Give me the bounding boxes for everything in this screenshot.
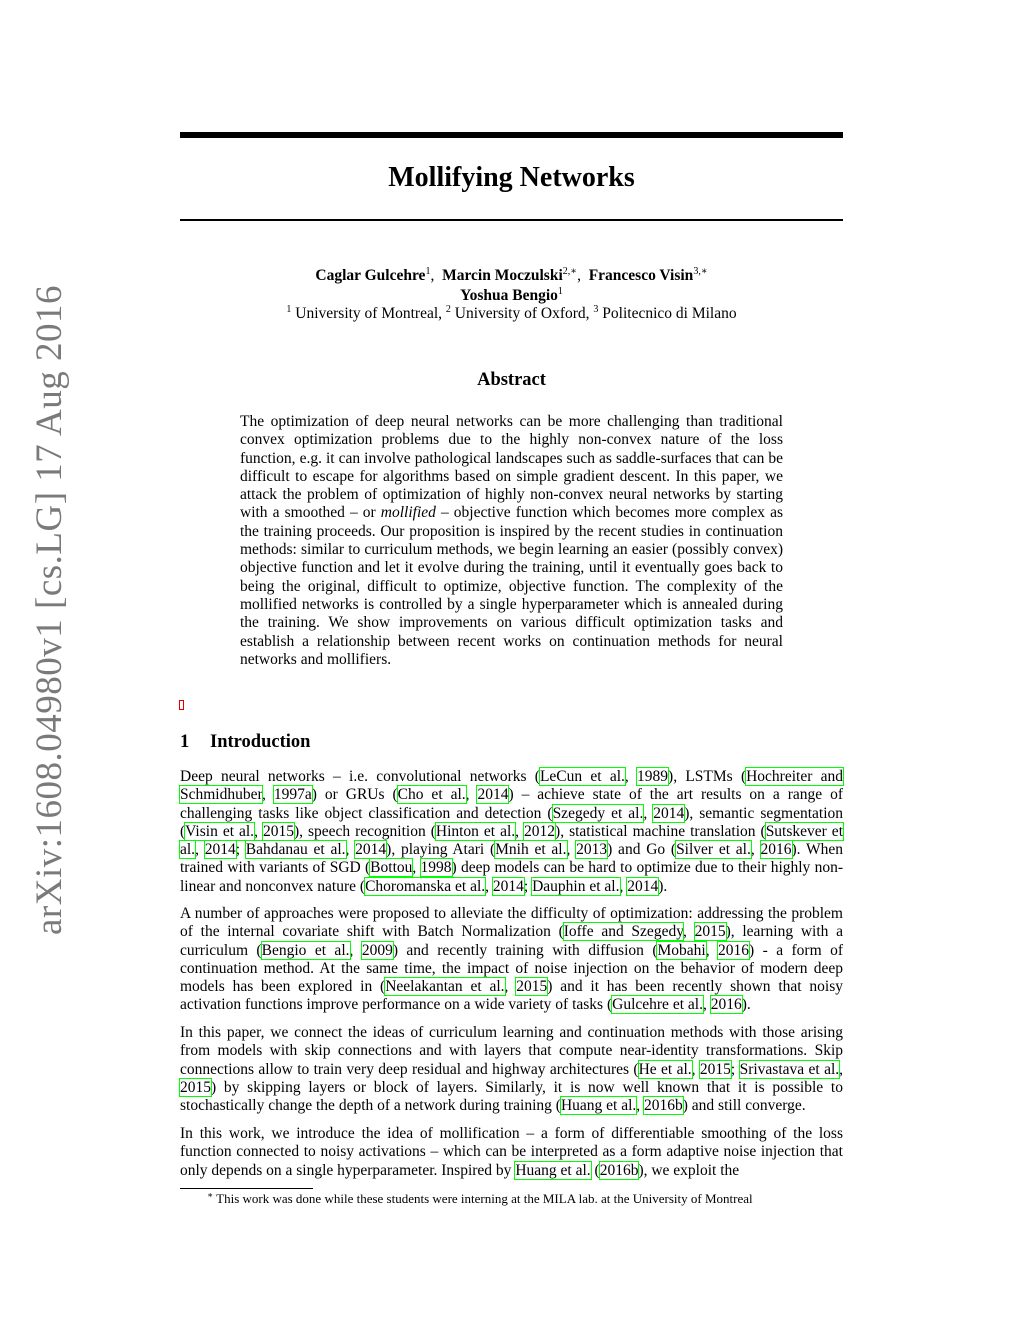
citation-link[interactable]: Bottou [370, 859, 413, 877]
text: ) and still converge. [682, 1097, 806, 1115]
citation-link[interactable]: 2014 [492, 877, 524, 895]
author-superscript: 1 [557, 286, 563, 297]
text: , [254, 822, 263, 840]
paragraph [180, 1024, 843, 1115]
citation-link[interactable]: 2015 [699, 1060, 731, 1078]
text: ; [730, 1060, 740, 1078]
text: , [262, 786, 274, 804]
text: , [485, 877, 493, 895]
citation-link[interactable]: 2014 [204, 841, 236, 859]
text: ), we exploit the [638, 1161, 740, 1179]
paragraph [180, 1125, 843, 1180]
citation-link[interactable]: Neelakantan et al. [385, 978, 505, 996]
text: , [636, 1097, 645, 1115]
citation-link[interactable]: LeCun et al. [539, 768, 625, 785]
text: ). [741, 996, 751, 1014]
citation-link[interactable]: 1997a [273, 786, 312, 804]
citation-link[interactable]: 2012 [524, 822, 556, 840]
section-heading [180, 732, 310, 753]
citation-link[interactable]: 2014 [355, 841, 387, 859]
citation-link[interactable]: Srivastava et al. [739, 1060, 840, 1078]
citation-link[interactable]: Huang et al. [515, 1161, 591, 1179]
citation-link[interactable]: Hochreiter and Schmidhuber [180, 768, 844, 804]
text: , [412, 859, 421, 877]
paper-title: Mollifying Networks [388, 162, 635, 193]
citation-link[interactable]: 2015 [180, 1078, 211, 1096]
affiliations [180, 305, 843, 323]
text: ( [590, 1161, 600, 1179]
citation-link[interactable]: Mobahi [657, 941, 706, 959]
author-superscript: 1 [425, 266, 431, 277]
citation-link[interactable]: 2014 [653, 804, 685, 822]
citation-link[interactable]: 2016 [760, 841, 792, 859]
section-title: Introduction [210, 732, 311, 752]
text: ) - a form of continuation method. At the same time, the impact of noise injection on the behavior of modern deep models has been explored in ( [180, 941, 843, 996]
text: ) deep models can be hard to optimize due to their highly non-linear and nonconvex nature ( [180, 859, 844, 895]
affiliation-text: University of Oxford, [450, 305, 594, 322]
text: , [750, 841, 761, 859]
text: , [349, 941, 362, 959]
citation-link[interactable]: 2015 [262, 822, 294, 840]
citation-link[interactable]: Bengio et al. [261, 941, 350, 959]
text: , [682, 923, 695, 941]
citation-link[interactable]: 2016b [599, 1161, 639, 1179]
text: ; [523, 877, 533, 895]
text: ), semantic segmentation ( [180, 804, 843, 840]
text: , [345, 841, 356, 859]
citation-link[interactable]: 2014 [627, 877, 659, 895]
author-name: Yoshua Bengio [460, 287, 558, 304]
text: ), playing Atari ( [386, 841, 496, 859]
citation-link[interactable]: 1989 [637, 768, 669, 785]
citation-link[interactable]: 2016 [710, 996, 742, 1014]
text: , [619, 877, 628, 895]
abstract-heading: Abstract [477, 370, 546, 390]
text: , [465, 786, 478, 804]
text: In this paper, we connect the ideas of curriculum learning and continuation methods with those arising from models with skip connections and with layers that compute near-identity transformations. Skip connections allow to train very deep residual and highway architectures ( [180, 1024, 843, 1078]
text: ; [235, 841, 246, 859]
citation-link[interactable]: Szegedy et al. [552, 804, 644, 822]
citation-link[interactable]: 2016 [718, 941, 750, 959]
text: ) and it has been recently shown that noisy activation functions improve performance on a wide variety of tasks ( [180, 978, 844, 1014]
author-name: Francesco Visin [588, 267, 694, 284]
paragraph [180, 768, 843, 896]
title-bottom-rule [180, 219, 843, 221]
citation-link[interactable]: Hinton et al. [435, 822, 516, 840]
text: ). [658, 877, 668, 895]
affiliation-superscript: 2 [445, 304, 451, 315]
text: ) by skipping layers or block of layers. Similarly, it is now well known that it is possible to stochastically change the depth of a network during training ( [180, 1078, 843, 1115]
citation-link[interactable]: Choromanska et al. [365, 877, 486, 895]
footnote-text: This work was done while these students were interning at the MILA lab. at the University of Montreal [213, 1191, 753, 1206]
author-superscript: 3,∗ [693, 266, 708, 277]
author-block: Caglar Gulcehre$^1$, Marcin Moczulski$^{2,∗}$, Francesco Visin$^{3,∗}$ Yoshua Bengio$^1$ [315, 266, 708, 304]
abstract-emphasis: mollified [380, 504, 436, 522]
citation-link[interactable]: Gulcehre et al. [612, 996, 703, 1014]
text: , [195, 841, 205, 859]
footnote [207, 1191, 753, 1207]
text: , [624, 768, 638, 785]
red-marker [179, 700, 184, 710]
arxiv-identifier: arXiv:1608.04980v1 [cs.LG] 17 Aug 2016 [29, 285, 70, 935]
citation-link[interactable]: 2016b [644, 1097, 683, 1115]
abstract-text-part: The optimization of deep neural networks can be more challenging than traditional convex optimization problems due to the highly non-convex nature of the loss function, e.g. it can involve pathological landscapes such as saddle-surfaces that can be difficult to escape for algorithms based on simple gradient descent. In this paper, we attack the problem of optimization of highly non-convex neural networks by starting with a smoothed – or [240, 413, 783, 522]
text: , [643, 804, 654, 822]
citation-link[interactable]: 2015 [516, 978, 548, 996]
text: ), learning with a curriculum ( [180, 923, 844, 959]
citation-link[interactable]: He et al. [638, 1060, 692, 1078]
text: A number of approaches were proposed to alleviate the difficulty of optimization: addressing the problem of the internal covariate shift with Batch Normalization ( [180, 905, 843, 941]
author-name: Marcin Moczulski [442, 267, 563, 284]
citation-link[interactable]: Huang et al. [560, 1097, 637, 1115]
text: , [504, 978, 517, 996]
affiliation-text: Politecnico di Milano [598, 305, 737, 322]
citation-link[interactable]: Mnih et al. [495, 841, 567, 859]
text: ). When trained with variants of SGD ( [180, 841, 844, 877]
text: ) or GRUs ( [311, 786, 398, 804]
text: ) and Go ( [607, 841, 677, 859]
text: , [566, 841, 577, 859]
text: , [691, 1060, 700, 1078]
citation-link[interactable]: 2014 [477, 786, 509, 804]
text: , [705, 941, 719, 959]
citation-link[interactable]: 2013 [576, 841, 608, 859]
text: , [515, 822, 525, 840]
affiliation-superscript: 1 [286, 304, 292, 315]
author-name: Caglar Gulcehre [315, 267, 426, 284]
text: , [702, 996, 711, 1014]
author-superscript: 2,∗ [562, 266, 578, 277]
citation-link[interactable]: Bahdanau et al. [245, 841, 346, 859]
text: ) and recently training with diffusion ( [392, 941, 658, 959]
text: ), LSTMs ( [668, 768, 747, 785]
title-top-rule [180, 132, 843, 138]
abstract-text-part: – objective function which becomes more complex as the training proceeds. Our proposition is inspired by the recent studies in continuation methods: similar to curriculum methods, we begin learning an easier (possibly convex) objective function and let it evolve during the training, until it eventually goes back to being the original, difficult to optimize, objective function. The complexity of the mollified networks is controlled by a single hyperparameter which is annealed during the training. We show improvements on various difficult optimization tasks and establish a relationship between recent works on continuation methods for neural networks and mollifiers. [240, 504, 783, 668]
section-number: 1 [180, 732, 190, 752]
citation-link[interactable]: 2015 [694, 923, 726, 941]
citation-link[interactable]: Dauphin et al. [532, 877, 620, 895]
footnote-mark: ∗ [207, 1190, 214, 1200]
citation-link[interactable]: Silver et al. [676, 841, 751, 859]
citation-link[interactable]: 2009 [361, 941, 393, 959]
footnote-rule [180, 1188, 313, 1189]
citation-link[interactable]: Ioffe and Szegedy [563, 923, 683, 941]
citation-link[interactable]: 1998 [420, 859, 452, 877]
text: ), statistical machine translation ( [555, 822, 766, 840]
citation-link[interactable]: Sutskever et al. [180, 822, 843, 859]
text: Deep neural networks – i.e. convolutional networks ( [180, 768, 540, 785]
text: ) – achieve state of the art results on a range of challenging tasks like object classification and detection ( [180, 786, 844, 822]
affiliation-superscript: 3 [593, 304, 599, 315]
text: ), speech recognition ( [293, 822, 436, 840]
citation-link[interactable]: Visin et al. [185, 822, 255, 840]
text: , [839, 1060, 844, 1078]
abstract-text [240, 413, 783, 669]
affiliation-text: University of Montreal, [291, 305, 446, 322]
paragraph [180, 905, 843, 1015]
citation-link[interactable]: Cho et al. [397, 786, 466, 804]
text: In this work, we introduce the idea of mollification – a form of differentiable smoothing of the loss function connected to noisy activations – which can be interpreted as a form adaptive noise injection that only depends on a single hyperparameter. Inspired by [180, 1125, 843, 1179]
